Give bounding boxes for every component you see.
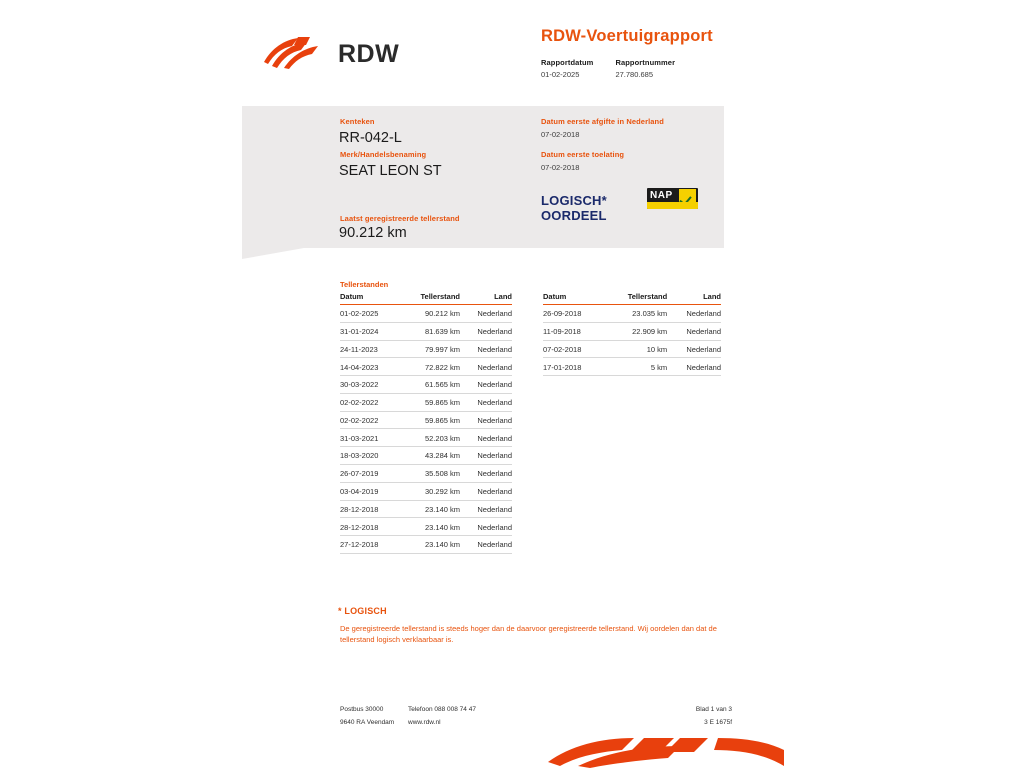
table-row [340, 536, 512, 554]
cell-tellerstand: 59.865 km [398, 393, 460, 411]
cell-datum: 31-01-2024 [340, 322, 398, 340]
cell-land: Nederland [460, 322, 512, 340]
meta-label: Rapportnummer [615, 58, 676, 67]
cell-land: Nederland [460, 536, 512, 554]
table-row [340, 518, 512, 536]
table-row [340, 340, 512, 358]
nap-badge-stripe [647, 202, 698, 209]
meta-value: 27.780.685 [615, 70, 653, 79]
nap-label: NAP [650, 190, 673, 201]
cell-datum: 31-03-2021 [340, 429, 398, 447]
footer-telefoon: Telefoon 088 008 74 47 [408, 706, 476, 713]
report-meta [541, 58, 675, 79]
rdw-logo-icon [262, 36, 324, 70]
table-row [543, 322, 721, 340]
first-issue-value: 07-02-2018 [541, 130, 580, 139]
odometer-table-left [340, 292, 512, 554]
cell-tellerstand: 61.565 km [398, 376, 460, 394]
verdict-line-1: LOGISCH* [541, 193, 607, 208]
meta-report-number [615, 58, 675, 79]
cell-land: Nederland [460, 482, 512, 500]
cell-land: Nederland [460, 393, 512, 411]
table-header-row [543, 292, 721, 305]
table-header-row [340, 292, 512, 305]
cell-datum: 11-09-2018 [543, 322, 603, 340]
cell-tellerstand: 30.292 km [398, 482, 460, 500]
table-row [340, 500, 512, 518]
cell-land: Nederland [667, 322, 721, 340]
cell-datum: 24-11-2023 [340, 340, 398, 358]
cell-datum: 18-03-2020 [340, 447, 398, 465]
cell-tellerstand: 43.284 km [398, 447, 460, 465]
cell-land: Nederland [460, 500, 512, 518]
odometer-table-left-body [340, 305, 512, 554]
footer-city: 9640 RA Veendam [340, 719, 395, 726]
cell-tellerstand: 52.203 km [398, 429, 460, 447]
cell-tellerstand: 23.140 km [398, 500, 460, 518]
column-header-datum: Datum [340, 292, 398, 305]
cell-datum: 02-02-2022 [340, 411, 398, 429]
cell-land: Nederland [460, 358, 512, 376]
cell-datum: 26-09-2018 [543, 305, 603, 323]
cell-tellerstand: 90.212 km [398, 305, 460, 323]
cell-land: Nederland [460, 429, 512, 447]
cell-land: Nederland [460, 376, 512, 394]
meta-value: 01-02-2025 [541, 70, 580, 79]
cell-land: Nederland [460, 340, 512, 358]
cell-datum: 07-02-2018 [543, 340, 603, 358]
odometer-label: Laatst geregistreerde tellerstand [340, 214, 460, 223]
brand-name: RDW [338, 40, 400, 68]
cell-datum: 28-12-2018 [340, 500, 398, 518]
cell-datum: 14-04-2023 [340, 358, 398, 376]
rdw-footer-logo-icon [548, 738, 784, 768]
table-row [340, 358, 512, 376]
merk-value: SEAT LEON ST [339, 163, 442, 179]
cell-tellerstand: 35.508 km [398, 465, 460, 483]
brand-header [262, 22, 522, 78]
readings-section-title: Tellerstanden [340, 280, 389, 289]
table-row [340, 322, 512, 340]
meta-report-date [541, 58, 593, 79]
table-row [340, 393, 512, 411]
nap-badge [647, 188, 698, 209]
footer-page-info-block [660, 703, 732, 729]
cell-land: Nederland [667, 358, 721, 376]
odometer-value: 90.212 km [339, 225, 407, 241]
column-header-tellerstand: Tellerstand [603, 292, 667, 305]
kenteken-label: Kenteken [340, 117, 375, 126]
column-header-tellerstand: Tellerstand [398, 292, 460, 305]
table-row [340, 376, 512, 394]
page-title: RDW-Voertuigrapport [541, 27, 713, 45]
cell-datum: 30-03-2022 [340, 376, 398, 394]
footer-website[interactable]: www.rdw.nl [408, 719, 441, 726]
cell-tellerstand: 59.865 km [398, 411, 460, 429]
footnote-title: * LOGISCH [338, 606, 387, 616]
cell-datum: 01-02-2025 [340, 305, 398, 323]
first-issue-label: Datum eerste afgifte in Nederland [541, 117, 664, 126]
verdict-line-2: OORDEEL [541, 208, 607, 223]
cell-datum: 28-12-2018 [340, 518, 398, 536]
cell-tellerstand: 22.909 km [603, 322, 667, 340]
cell-tellerstand: 81.639 km [398, 322, 460, 340]
cell-datum: 27-12-2018 [340, 536, 398, 554]
odometer-table-right-body [543, 305, 721, 376]
footnote-body: De geregistreerde tellerstand is steeds hoger dan de daarvoor geregistreerde tellerstand. Wij oordelen dan dat de tellerstand logisch verklaarbaar is. [340, 624, 717, 644]
kenteken-value: RR-042-L [339, 130, 402, 146]
table-row [340, 411, 512, 429]
cell-datum: 26-07-2019 [340, 465, 398, 483]
table-row [340, 447, 512, 465]
table-row [340, 305, 512, 323]
footer-doc-code: 3 E 1675f [704, 719, 732, 726]
column-header-land: Land [667, 292, 721, 305]
cell-tellerstand: 23.035 km [603, 305, 667, 323]
merk-label: Merk/Handelsbenaming [340, 150, 427, 159]
cell-datum: 03-04-2019 [340, 482, 398, 500]
cell-datum: 17-01-2018 [543, 358, 603, 376]
cell-land: Nederland [460, 305, 512, 323]
cell-tellerstand: 23.140 km [398, 536, 460, 554]
table-row [543, 340, 721, 358]
cell-land: Nederland [460, 411, 512, 429]
cell-tellerstand: 5 km [603, 358, 667, 376]
table-row [340, 465, 512, 483]
cell-datum: 02-02-2022 [340, 393, 398, 411]
panel-corner-notch [242, 248, 304, 259]
table-row [340, 482, 512, 500]
cell-land: Nederland [460, 447, 512, 465]
verdict-block [541, 193, 607, 223]
cell-land: Nederland [667, 305, 721, 323]
summary-panel [242, 106, 724, 248]
table-row [543, 358, 721, 376]
cell-land: Nederland [460, 465, 512, 483]
footer-page-info: Blad 1 van 3 [695, 706, 732, 713]
meta-label: Rapportdatum [541, 58, 594, 67]
first-admission-value: 07-02-2018 [541, 163, 580, 172]
first-admission-label: Datum eerste toelating [541, 150, 625, 159]
table-row [340, 429, 512, 447]
cell-tellerstand: 10 km [603, 340, 667, 358]
cell-tellerstand: 72.822 km [398, 358, 460, 376]
column-header-land: Land [460, 292, 512, 305]
cell-land: Nederland [667, 340, 721, 358]
column-header-datum: Datum [543, 292, 603, 305]
table-row [543, 305, 721, 323]
odometer-table-right [543, 292, 721, 376]
cell-land: Nederland [460, 518, 512, 536]
cell-tellerstand: 23.140 km [398, 518, 460, 536]
cell-tellerstand: 79.997 km [398, 340, 460, 358]
footer-postbus: Postbus 30000 [340, 706, 384, 713]
